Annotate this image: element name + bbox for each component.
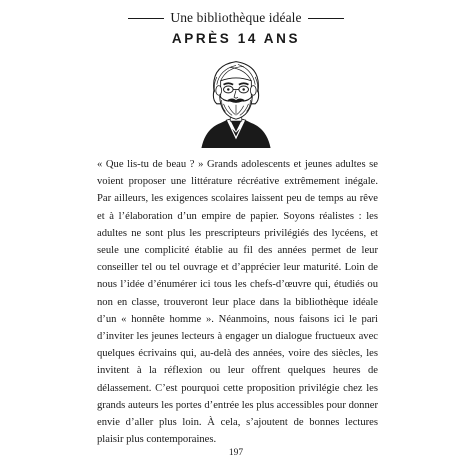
bearded-man-portrait-icon [188,52,284,148]
chapter-title: APRÈS 14 ANS [171,31,301,46]
right-rule [308,18,344,19]
left-rule [128,18,164,19]
page-number: 197 [228,448,244,458]
running-head [0,10,472,26]
running-head-text: Une bibliothèque idéale [170,10,302,25]
body-paragraph: « Que lis-tu de beau ? » Grands adolescents et jeunes adultes se voient proposer une littérature récréative extrêmement inégale. Par ailleurs, les exigences scolaires laissent peu de temps au rêve et à l’élaboration d’un empire de papier. Soyons réalistes : les adultes ne sont plus les prescripteurs privilégiés des lycéens, et seule une complicité établie au fil des années permet de leur conseiller tel ou tel ouvrage et d’apprécier leur maturité. Loin de nous l’idée d’énumérer ici tous les chefs-d’œuvre qui, étudiés ou non en classe, trouveront leur place dans la bibliothèque idéale d’un « honnête homme ». Néanmoins, nous faisons ici le pari d’inviter les jeunes lecteurs à engager un dialogue fructueux avec quelques écrivains qui, au-delà des années, voire des siècles, les invitent à la réflexion ou leur offrent quelques heures de délassement. C’est pourquoi cette proposition privilégie chez les grands auteurs les portes d’entrée les plus accessibles pour donner envie d’aller plus loin. À cela, s’ajoutent de bonnes lectures plaisir plus contemporaines. [97,159,378,446]
